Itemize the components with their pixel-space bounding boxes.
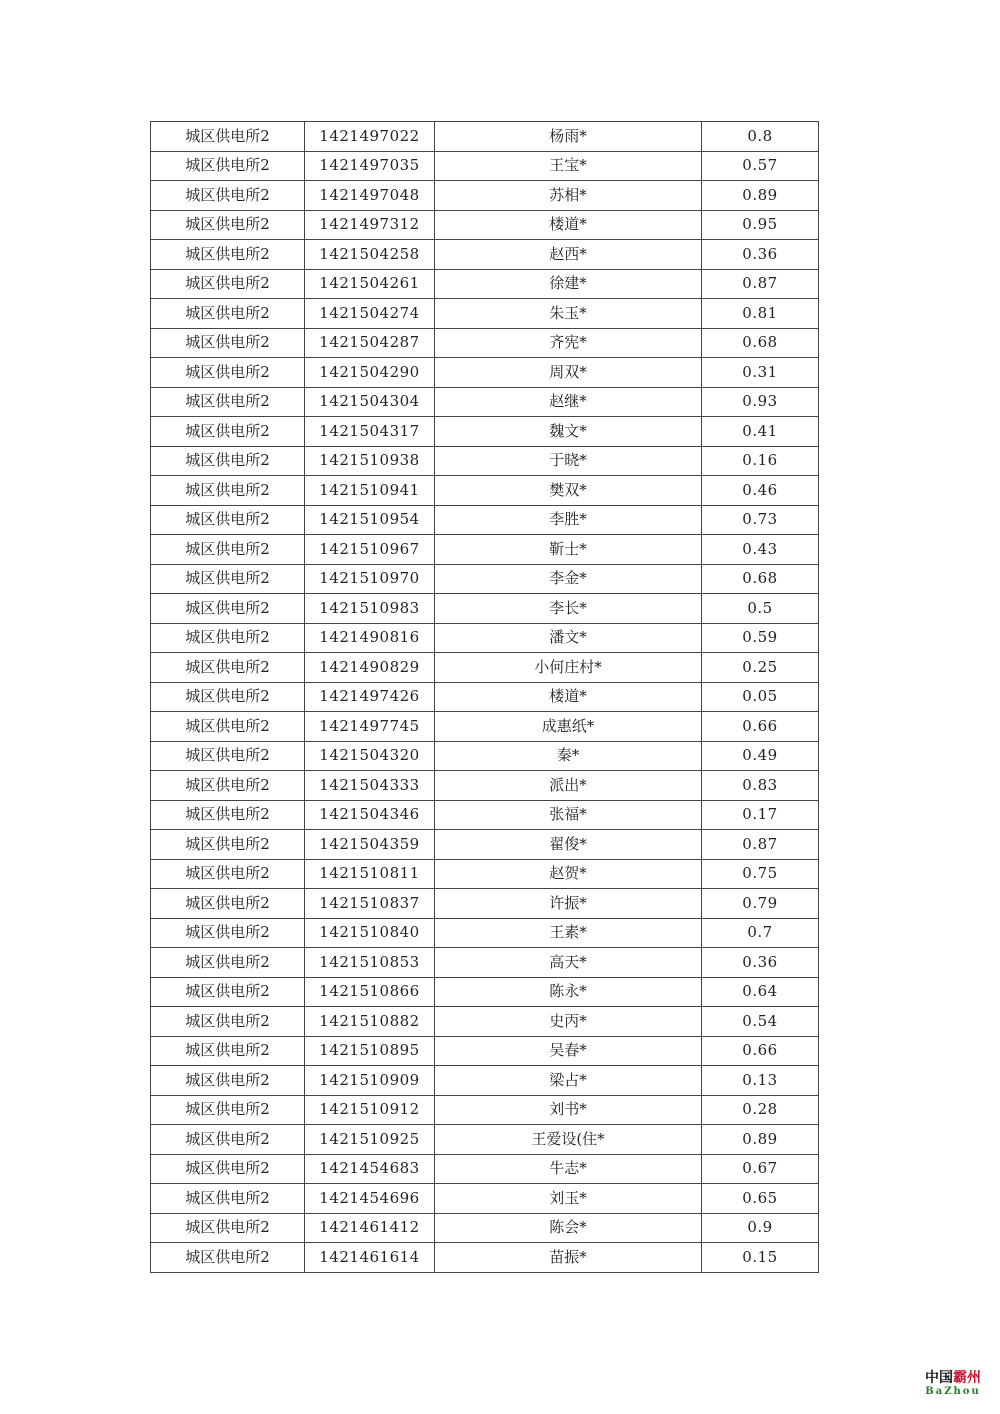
table-row [151,240,819,270]
table-row [151,505,819,535]
cell-unit: 城区供电所2 [151,1036,305,1066]
table-row [151,889,819,919]
cell-name: 张福* [435,800,702,830]
cell-account-id: 1421504359 [305,830,435,860]
table-body [151,122,819,1273]
cell-unit: 城区供电所2 [151,564,305,594]
cell-value: 0.16 [702,446,819,476]
table-row [151,1066,819,1096]
table-row [151,122,819,152]
cell-name: 朱玉* [435,299,702,329]
cell-value: 0.43 [702,535,819,565]
cell-unit: 城区供电所2 [151,505,305,535]
cell-account-id: 1421454696 [305,1184,435,1214]
cell-unit: 城区供电所2 [151,712,305,742]
table-row [151,1213,819,1243]
cell-name: 于晓* [435,446,702,476]
cell-name: 刘玉* [435,1184,702,1214]
cell-name: 周双* [435,358,702,388]
cell-value: 0.66 [702,712,819,742]
cell-unit: 城区供电所2 [151,830,305,860]
cell-name: 史丙* [435,1007,702,1037]
cell-account-id: 1421497312 [305,210,435,240]
cell-name: 魏文* [435,417,702,447]
cell-account-id: 1421510912 [305,1095,435,1125]
cell-name: 赵贺* [435,859,702,889]
cell-account-id: 1421510837 [305,889,435,919]
cell-unit: 城区供电所2 [151,889,305,919]
cell-account-id: 1421510983 [305,594,435,624]
cell-name: 赵西* [435,240,702,270]
cell-account-id: 1421510840 [305,918,435,948]
cell-account-id: 1421504304 [305,387,435,417]
table-row [151,653,819,683]
cell-value: 0.83 [702,771,819,801]
cell-account-id: 1421510954 [305,505,435,535]
table-row [151,1125,819,1155]
cell-account-id: 1421504287 [305,328,435,358]
cell-account-id: 1421504290 [305,358,435,388]
cell-value: 0.65 [702,1184,819,1214]
cell-account-id: 1421510853 [305,948,435,978]
cell-name: 刘书* [435,1095,702,1125]
watermark-cn [920,1370,986,1386]
table-row [151,1036,819,1066]
table-row [151,859,819,889]
cell-name: 小何庄村* [435,653,702,683]
table-row [151,476,819,506]
cell-value: 0.93 [702,387,819,417]
cell-account-id: 1421510938 [305,446,435,476]
cell-value: 0.89 [702,1125,819,1155]
table-row [151,918,819,948]
cell-unit: 城区供电所2 [151,800,305,830]
cell-account-id: 1421490816 [305,623,435,653]
table-row [151,1007,819,1037]
cell-value: 0.5 [702,594,819,624]
cell-name: 徐建* [435,269,702,299]
cell-name: 吴春* [435,1036,702,1066]
cell-account-id: 1421510866 [305,977,435,1007]
cell-name: 潘文* [435,623,702,653]
cell-account-id: 1421490829 [305,653,435,683]
table-row [151,417,819,447]
cell-name: 楼道* [435,210,702,240]
table-row [151,299,819,329]
cell-name: 李长* [435,594,702,624]
cell-value: 0.87 [702,269,819,299]
cell-account-id: 1421510895 [305,1036,435,1066]
cell-unit: 城区供电所2 [151,948,305,978]
cell-unit: 城区供电所2 [151,977,305,1007]
cell-unit: 城区供电所2 [151,181,305,211]
cell-name: 翟俊* [435,830,702,860]
cell-value: 0.41 [702,417,819,447]
watermark-en: BaZhou [925,1386,981,1397]
cell-unit: 城区供电所2 [151,1125,305,1155]
cell-value: 0.28 [702,1095,819,1125]
cell-unit: 城区供电所2 [151,122,305,152]
cell-account-id: 1421497745 [305,712,435,742]
cell-value: 0.95 [702,210,819,240]
cell-value: 0.9 [702,1213,819,1243]
cell-value: 0.79 [702,889,819,919]
watermark-cn-part2: 霸州 [953,1370,981,1386]
table-row [151,594,819,624]
cell-value: 0.73 [702,505,819,535]
table-row [151,1184,819,1214]
cell-name: 梁占* [435,1066,702,1096]
cell-value: 0.68 [702,328,819,358]
cell-account-id: 1421510925 [305,1125,435,1155]
cell-value: 0.87 [702,830,819,860]
cell-value: 0.54 [702,1007,819,1037]
cell-unit: 城区供电所2 [151,771,305,801]
cell-unit: 城区供电所2 [151,1184,305,1214]
table-row [151,977,819,1007]
table-row [151,328,819,358]
cell-value: 0.66 [702,1036,819,1066]
cell-name: 牛志* [435,1154,702,1184]
cell-name: 李胜* [435,505,702,535]
table-row [151,564,819,594]
site-watermark-logo [920,1370,986,1398]
cell-unit: 城区供电所2 [151,269,305,299]
cell-value: 0.75 [702,859,819,889]
cell-unit: 城区供电所2 [151,417,305,447]
cell-name: 王宝* [435,151,702,181]
cell-unit: 城区供电所2 [151,594,305,624]
cell-value: 0.17 [702,800,819,830]
cell-account-id: 1421461614 [305,1243,435,1273]
cell-unit: 城区供电所2 [151,299,305,329]
table-row [151,181,819,211]
cell-unit: 城区供电所2 [151,446,305,476]
cell-value: 0.68 [702,564,819,594]
table-row [151,800,819,830]
table-row [151,948,819,978]
data-table [150,121,819,1273]
cell-value: 0.7 [702,918,819,948]
table-row [151,712,819,742]
cell-account-id: 1421504333 [305,771,435,801]
cell-account-id: 1421497022 [305,122,435,152]
cell-value: 0.46 [702,476,819,506]
cell-account-id: 1421510811 [305,859,435,889]
cell-value: 0.13 [702,1066,819,1096]
cell-name: 苗振* [435,1243,702,1273]
cell-unit: 城区供电所2 [151,623,305,653]
cell-account-id: 1421497035 [305,151,435,181]
table-row [151,682,819,712]
cell-value: 0.31 [702,358,819,388]
watermark-cn-part1: 中国 [925,1370,953,1386]
cell-name: 高天* [435,948,702,978]
cell-unit: 城区供电所2 [151,682,305,712]
cell-name: 李金* [435,564,702,594]
cell-value: 0.67 [702,1154,819,1184]
cell-unit: 城区供电所2 [151,1154,305,1184]
cell-account-id: 1421461412 [305,1213,435,1243]
cell-value: 0.57 [702,151,819,181]
table-row [151,1154,819,1184]
cell-unit: 城区供电所2 [151,240,305,270]
cell-unit: 城区供电所2 [151,1007,305,1037]
cell-account-id: 1421510941 [305,476,435,506]
table-row [151,535,819,565]
table-row [151,1243,819,1273]
cell-name: 派出* [435,771,702,801]
table-row [151,358,819,388]
cell-unit: 城区供电所2 [151,1243,305,1273]
cell-unit: 城区供电所2 [151,741,305,771]
cell-unit: 城区供电所2 [151,387,305,417]
cell-unit: 城区供电所2 [151,151,305,181]
cell-name: 赵继* [435,387,702,417]
table-row [151,269,819,299]
table-row [151,1095,819,1125]
table-row [151,387,819,417]
table-row [151,210,819,240]
cell-name: 王爱设(住* [435,1125,702,1155]
table-row [151,446,819,476]
cell-account-id: 1421504261 [305,269,435,299]
table-row [151,741,819,771]
cell-unit: 城区供电所2 [151,1095,305,1125]
cell-name: 陈永* [435,977,702,1007]
cell-unit: 城区供电所2 [151,535,305,565]
cell-value: 0.64 [702,977,819,1007]
cell-value: 0.05 [702,682,819,712]
cell-value: 0.49 [702,741,819,771]
cell-name: 陈会* [435,1213,702,1243]
cell-account-id: 1421510970 [305,564,435,594]
cell-name: 许振* [435,889,702,919]
cell-unit: 城区供电所2 [151,328,305,358]
cell-unit: 城区供电所2 [151,653,305,683]
cell-value: 0.36 [702,240,819,270]
cell-account-id: 1421504320 [305,741,435,771]
cell-name: 齐宪* [435,328,702,358]
cell-value: 0.15 [702,1243,819,1273]
cell-unit: 城区供电所2 [151,358,305,388]
cell-unit: 城区供电所2 [151,859,305,889]
cell-account-id: 1421510882 [305,1007,435,1037]
cell-name: 楼道* [435,682,702,712]
cell-value: 0.81 [702,299,819,329]
cell-account-id: 1421504317 [305,417,435,447]
cell-name: 秦* [435,741,702,771]
cell-account-id: 1421497048 [305,181,435,211]
cell-value: 0.36 [702,948,819,978]
cell-name: 王素* [435,918,702,948]
cell-name: 樊双* [435,476,702,506]
cell-value: 0.59 [702,623,819,653]
cell-unit: 城区供电所2 [151,918,305,948]
cell-value: 0.8 [702,122,819,152]
cell-value: 0.25 [702,653,819,683]
cell-account-id: 1421504258 [305,240,435,270]
cell-account-id: 1421504346 [305,800,435,830]
cell-value: 0.89 [702,181,819,211]
cell-account-id: 1421497426 [305,682,435,712]
table-row [151,151,819,181]
table-row [151,830,819,860]
table-row [151,623,819,653]
cell-name: 靳士* [435,535,702,565]
cell-unit: 城区供电所2 [151,1213,305,1243]
cell-name: 杨雨* [435,122,702,152]
cell-account-id: 1421454683 [305,1154,435,1184]
table-row [151,771,819,801]
cell-account-id: 1421510967 [305,535,435,565]
cell-unit: 城区供电所2 [151,1066,305,1096]
cell-unit: 城区供电所2 [151,210,305,240]
cell-account-id: 1421504274 [305,299,435,329]
cell-unit: 城区供电所2 [151,476,305,506]
cell-name: 苏相* [435,181,702,211]
cell-name: 成惠纸* [435,712,702,742]
cell-account-id: 1421510909 [305,1066,435,1096]
